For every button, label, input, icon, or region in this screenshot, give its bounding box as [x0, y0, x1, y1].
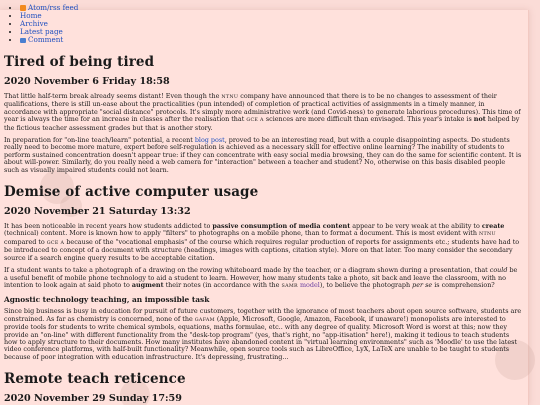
- nav-home[interactable]: [20, 12, 522, 20]
- blog-post-link[interactable]: blog post: [194, 136, 225, 145]
- post-title: Remote teach reticence: [4, 371, 186, 388]
- post-paragraph: Since big business is busy in education for pursuit of future customers, together with the ignorance of most teachers about open source software, students are constrained. As far as chemistry is concerned, none of the GAFAM (Apple, Microsoft, Google, Amazon, Facebook, if unaware!) monopolists are interested to provide tools for students to write chemical symbols, equations, maths formulae, etc.. with any degree of quality. Microsoft Word is worst at this; now they provide an "on-line" with different functionality from the "desk-top program" (yes, that's right, no "app-itisation" here!), making it tedious to teach students how to apply structure to their documents. How many institutes have abandoned content in "virtual learning environments" such as 'Moodle' to use the latest video conference platforms, with half-built functionality? Meanwhile, open source tools such as LibreOffice, LyX, LaTeX are unable to be taught to students because of poor integration with education infrastructure. It's depressing, frustrating...: [4, 307, 522, 361]
- post-paragraph: In preparation for "on-line teach/learn" potential, a recent blog post, proved to be an interesting read, but with a couple disappointing aspects. Do students really need to become more mature, expert before self-regulation is achieved as a necessary skill for effective online learning? The inability of students to perform sustained concentration doesn't appear true: if they can concentrate with easy social media browsing, they can do the same for scientific content. It is about will-power. Similarly, do you really need a web camera for "interaction" between a teacher and student? No, otherwise on this basis disabled people such as visually impaired students could not learn.: [4, 136, 522, 174]
- comment-icon: [20, 38, 26, 43]
- samr-model-link[interactable]: model: [297, 280, 320, 289]
- nav-feed[interactable]: [20, 4, 522, 12]
- nav-latest[interactable]: [20, 28, 522, 36]
- post-date: 2020 November 21 Saturday 13:32: [4, 206, 191, 218]
- post-paragraph: That little half-term break already seems distant! Even though the NTNU company have announced that there is to be no changes to assessment of their qualifications, there is still un-ease about the practicalities (pun intended) of completion of practical activities of assignments in a timely manner, in accordance with appropriate "social distance" protocols. It's simply more administrative work (and Covid-ness) to generate laborious procedures). This time of year is always the time for an increase in classes after the realisation that GCE A sciences are more difficult than envisaged. This year's intake is not helped by the fictious teacher assessment grades but that is another story.: [4, 92, 521, 132]
- post-title: Demise of active computer usage: [4, 184, 259, 201]
- post-date: 2020 November 6 Friday 18:58: [4, 76, 170, 87]
- home-link[interactable]: Home: [20, 11, 42, 20]
- site-nav: [4, 4, 522, 44]
- post-date: 2020 November 29 Sunday 17:59: [4, 393, 182, 405]
- archive-link[interactable]: Archive: [20, 19, 48, 28]
- nav-archive[interactable]: [20, 20, 522, 28]
- nav-comment[interactable]: [20, 36, 522, 44]
- comment-link[interactable]: Comment: [28, 35, 64, 44]
- post-paragraph: It has been noticeable in recent years how students addicted to passive consumption of media content appear to be very weak at the ability to create (technical) content. More is known how to apply "filters" to photographs on a mobile phone, than to format a document. This is most evident with NTNU compared to GCE A because of the "vocational emphasis" of the course which requires regular production of reports for assignments etc.; students have had to be introduced to concept of a document with structure (headings, images with captions, citation style). More on that later. Too many consider the secondary source if a search engine query results to be acceptable citation.: [4, 222, 520, 262]
- latest-page-link[interactable]: Latest page: [20, 27, 63, 36]
- post-title: Tired of being tired: [4, 54, 155, 70]
- main-content: [4, 4, 522, 405]
- feed-link[interactable]: Atom/rss feed: [28, 3, 79, 12]
- post-paragraph: If a student wants to take a photograph of a drawing on the rowing whiteboard made by the teacher, or a diagram shown during a presentation, that could be a useful benefit of mobile phone technology to aid a student to learn. However, how many students take a photo, sit back and leave the classroom, with no intention to look again at said photo to augment their notes (in accordance with the SAMR model), to believe the photograph per se is comprehension?: [4, 266, 518, 289]
- post-subheading: Agnostic technology teaching, an impossible task: [4, 295, 210, 305]
